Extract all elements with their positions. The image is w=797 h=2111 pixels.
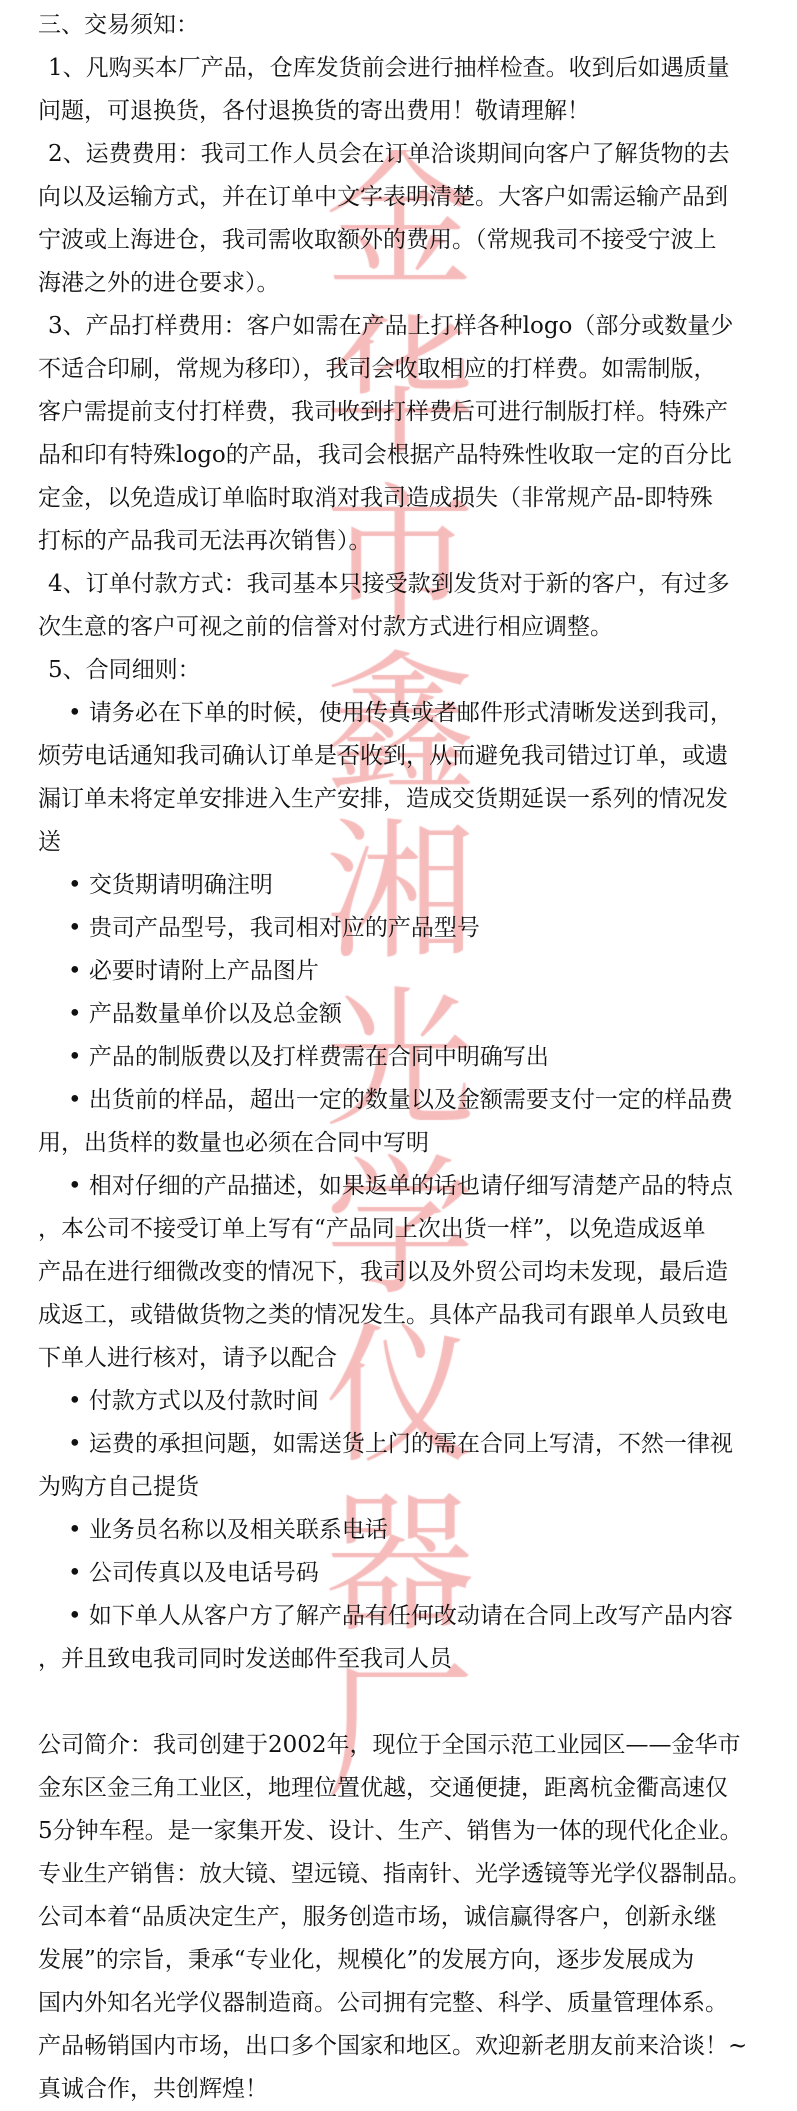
company-line: 公司本着“品质决定生产，服务创造市场，诚信赢得客户，创新永继: [38, 1904, 717, 1930]
notice-item-line: 1、凡购买本厂产品，仓库发货前会进行抽样检查。收到后如遇质量: [48, 55, 730, 81]
company-line: 专业生产销售：放大镜、望远镜、指南针、光学透镜等光学仪器制品。: [38, 1861, 751, 1887]
bullet-line: • 贵司产品型号，我司相对应的产品型号: [68, 915, 480, 941]
notice-item-line: 问题，可退换货，各付退换货的寄出费用！敬请理解！: [38, 98, 590, 124]
bullet-line: ，本公司不接受订单上写有“产品同上次出货一样”，以免造成返单: [38, 1216, 706, 1242]
bullet-line: 下单人进行核对，请予以配合: [38, 1345, 337, 1371]
bullet-line: • 产品数量单价以及总金额: [68, 1001, 342, 1027]
notice-item-line: 4、订单付款方式：我司基本只接受款到发货对于新的客户，有过多: [48, 571, 730, 597]
bullet-line: • 产品的制版费以及打样费需在合同中明确写出: [68, 1044, 549, 1070]
company-line: 产品畅销国内市场，出口多个国家和地区。欢迎新老朋友前来洽谈！~: [38, 2033, 748, 2059]
bullet-line: 产品在进行细微改变的情况下，我司以及外贸公司均未发现，最后造: [38, 1259, 728, 1285]
contract-bullets: [38, 692, 778, 1681]
bullet-line: • 付款方式以及付款时间: [68, 1388, 319, 1414]
notice-item-line: 宁波或上海进仓，我司需收取额外的费用。（常规我司不接受宁波上: [38, 227, 717, 253]
notice-item-line: 向以及运输方式，并在订单中文字表明清楚。大客户如需运输产品到: [38, 184, 728, 210]
bullet-line: 用，出货样的数量也必须在合同中写明: [38, 1130, 429, 1156]
notice-item-line: 定金，以免造成订单临时取消对我司造成损失（非常规产品-即特殊: [38, 485, 713, 511]
company-line: 国内外知名光学仪器制造商。公司拥有完整、科学、质量管理体系。: [38, 1990, 728, 2016]
company-line: 发展”的宗旨，秉承“专业化，规模化”的发展方向，逐步发展成为: [38, 1947, 695, 1973]
bullet-line: • 运费的承担问题，如需送货上门的需在合同上写清，不然一律视: [68, 1431, 733, 1457]
notice-item-line: 客户需提前支付打样费，我司收到打样费后可进行制版打样。特殊产: [38, 399, 728, 425]
section-title: 三、交易须知：: [38, 12, 199, 38]
bullet-line: • 业务员名称以及相关联系电话: [68, 1517, 388, 1543]
notice-items: [38, 47, 778, 692]
notice-item-line: 打标的产品我司无法再次销售）。: [38, 528, 372, 554]
notice-item-line: 品和印有特殊logo的产品，我司会根据产品特殊性收取一定的百分比: [38, 442, 732, 468]
bullet-line: • 请务必在下单的时候，使用传真或者邮件形式清晰发送到我司，: [68, 700, 733, 726]
company-line: 公司简介：我司创建于2002年，现位于全国示范工业园区——金华市: [38, 1732, 741, 1758]
bullet-line: • 出货前的样品，超出一定的数量以及金额需要支付一定的样品费: [68, 1087, 733, 1113]
company-line: 真诚合作，共创辉煌！: [38, 2076, 268, 2102]
notice-item-line: 2、运费费用：我司工作人员会在订单洽谈期间向客户了解货物的去: [48, 141, 730, 167]
notice-item-line: 次生意的客户可视之前的信誉对付款方式进行相应调整。: [38, 614, 613, 640]
bullet-line: ，并且致电我司同时发送邮件至我司人员: [38, 1646, 452, 1672]
bullet-line: • 如下单人从客户方了解产品有任何改动请在合同上改写产品内容: [68, 1603, 733, 1629]
spacer: [38, 1681, 778, 1724]
company-line: 金东区金三角工业区，地理位置优越，交通便捷，距离杭金衢高速仅: [38, 1775, 728, 1801]
bullet-line: 为购方自己提货: [38, 1474, 199, 1500]
bullet-line: • 公司传真以及电话号码: [68, 1560, 319, 1586]
bullet-line: • 必要时请附上产品图片: [68, 958, 319, 984]
bullet-line: 送: [38, 829, 61, 855]
notice-item-line: 3、产品打样费用：客户如需在产品上打样各种logo（部分或数量少: [48, 313, 734, 339]
company-line: 5分钟车程。是一家集开发、设计、生产、销售为一体的现代化企业。: [38, 1818, 743, 1844]
notice-item-line: 海港之外的进仓要求）。: [38, 270, 280, 296]
bullet-line: • 相对仔细的产品描述，如果返单的话也请仔细写清楚产品的特点: [68, 1173, 733, 1199]
notice-item-line: 不适合印刷，常规为移印），我司会收取相应的打样费。如需制版，: [38, 356, 717, 382]
bullet-line: 烦劳电话通知我司确认订单是否收到，从而避免我司错过订单，或遗: [38, 743, 728, 769]
notice-item-line: 5、合同细则：: [48, 657, 201, 683]
company-intro: [38, 1724, 778, 2111]
document: [38, 4, 778, 2111]
bullet-line: 成返工，或错做货物之类的情况发生。具体产品我司有跟单人员致电: [38, 1302, 728, 1328]
bullet-line: • 交货期请明确注明: [68, 872, 273, 898]
bullet-line: 漏订单未将定单安排进入生产安排，造成交货期延误一系列的情况发: [38, 786, 728, 812]
